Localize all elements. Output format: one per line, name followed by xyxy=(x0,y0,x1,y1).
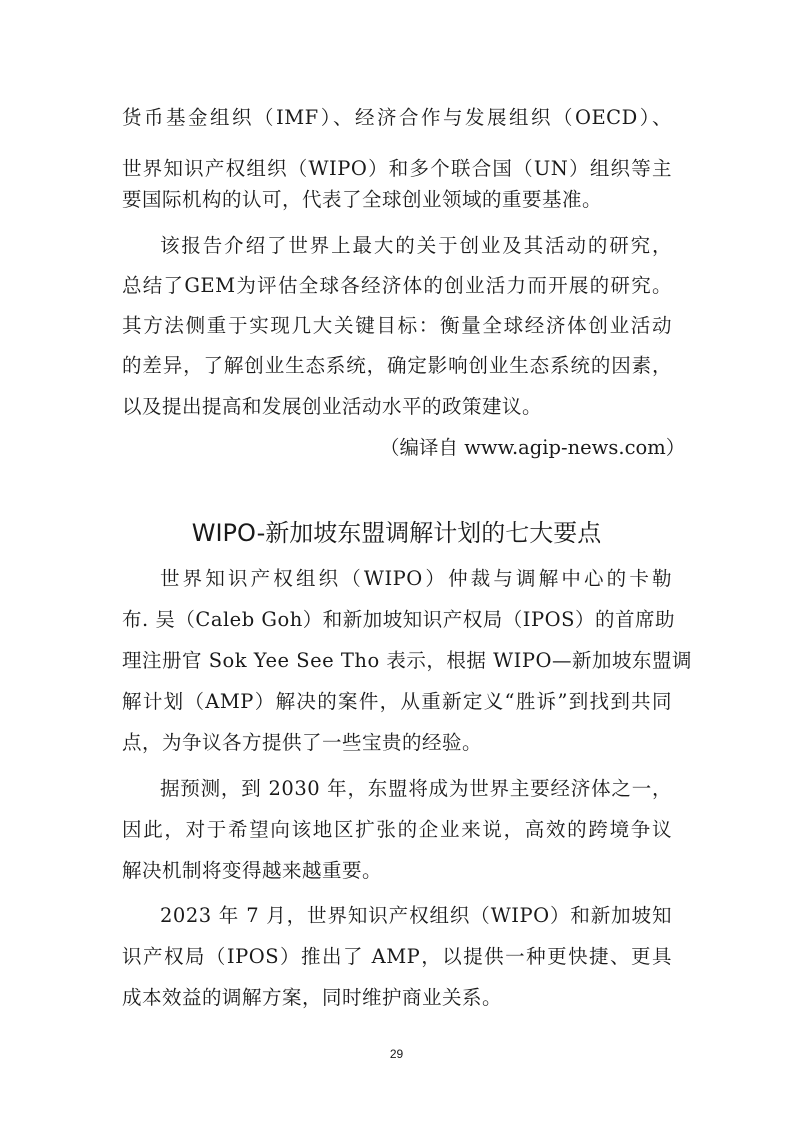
intro-line-3: 要国际机构的认可，代表了全球创业领域的重要基准。 xyxy=(122,188,603,211)
article-p3-line-3: 成本效益的调解方案，同时维护商业关系。 xyxy=(122,986,503,1009)
report-line-3: 其方法侧重于实现几大关键目标：衡量全球经济体创业活动 xyxy=(122,314,672,337)
report-line-4: 的差异，了解创业生态系统，确定影响创业生态系统的因素， xyxy=(122,354,672,377)
intro-line-2: 世界知识产权组织（WIPO）和多个联合国（UN）组织等主 xyxy=(122,157,672,180)
article-p1-line-4: 解计划（AMP）解决的案件，从重新定义“胜诉”到找到共同 xyxy=(122,690,672,713)
article-p1-line-3: 理注册官 Sok Yee See Tho 表示，根据 WIPO—新加坡东盟调 xyxy=(122,649,692,672)
report-line-1: 该报告介绍了世界上最大的关于创业及其活动的研究， xyxy=(160,234,672,257)
article-p2-line-1: 据预测，到 2030 年，东盟将成为世界主要经济体之一， xyxy=(160,777,672,800)
article-p3-line-2: 识产权局（IPOS）推出了 AMP，以提供一种更快捷、更具 xyxy=(122,945,672,968)
report-line-2: 总结了GEM为评估全球各经济体的创业活力而开展的研究。 xyxy=(122,274,672,297)
article-p1-line-2: 布. 吴（Caleb Goh）和新加坡知识产权局（IPOS）的首席助 xyxy=(122,608,675,631)
article-p2-line-3: 解决机制将变得越来越重要。 xyxy=(122,859,383,882)
intro-line-1: 货币基金组织（IMF）、经济合作与发展组织（OECD）、 xyxy=(122,106,672,129)
article-p1-line-1: 世界知识产权组织（WIPO）仲裁与调解中心的卡勒 xyxy=(160,567,672,590)
article-p2-line-2: 因此，对于希望向该地区扩张的企业来说，高效的跨境争议 xyxy=(122,818,672,841)
article-p1-line-5: 点，为争议各方提供了一些宝贵的经验。 xyxy=(122,731,483,754)
article-p3-line-1: 2023 年 7 月，世界知识产权组织（WIPO）和新加坡知 xyxy=(160,904,672,927)
source-note: （编译自 www.agip-news.com） xyxy=(380,436,686,459)
article-title: WIPO-新加坡东盟调解计划的七大要点 xyxy=(191,519,602,547)
page-number: 29 xyxy=(389,1047,404,1061)
report-line-5: 以及提出提高和发展创业活动水平的政策建议。 xyxy=(122,395,543,418)
